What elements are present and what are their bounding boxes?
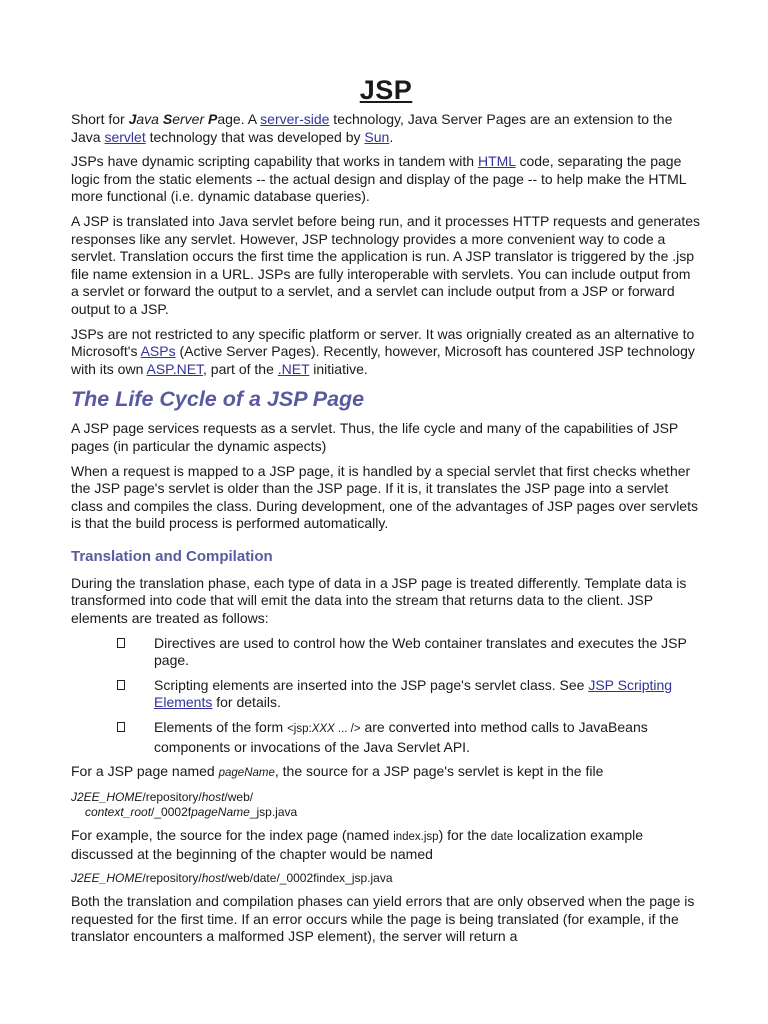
translation-paragraph-4: Both the translation and compilation phases can yield errors that are only observed when the page is requested for the first time. If an error occurs while the page is being translated (for example, if the translator encounters a malformed JSP element), the server will return a [71,893,695,945]
index-source-path: J2EE_HOME/repository/host/web/date/_0002findex_jsp.java [71,871,393,885]
intro-paragraph-1: Short for Java Server Page. A server-side technology, Java Server Pages are an extension to the Java servlet technology that was developed by Sun. [71,111,673,145]
link-servlet[interactable]: servlet [104,128,146,145]
lifecycle-heading: The Life Cycle of a JSP Page [71,387,365,412]
lifecycle-paragraph-2: When a request is mapped to a JSP page, it is handled by a special servlet that first checks whether the JSP page's servlet is older than the JSP page. If it is, it translates the JSP page into a servlet class and compiles the class. During development, one of the advantages of JSP pages over servlets is that the build process is performed automatically. [71,462,698,532]
square-bullet-icon [117,722,125,732]
intro-paragraph-3: A JSP is translated into Java servlet before being run, and it processes HTTP requests and generates responses like any servlet. However, JSP technology provides a more convenient way to code a servlet. Translation occurs the first time the application is run. A JSP translator is triggered by the .jsp file name extension in a URL. JSPs are fully interoperable with servlets. You can include output from a servlet or forward the output to a servlet, and a servlet can include output from a JSP or forward output to a JSP. [71,212,701,317]
link-asp-net[interactable]: ASP.NET [146,360,204,377]
link-html[interactable]: HTML [477,153,516,170]
translation-paragraph-2: For a JSP page named pageName, the source for a JSP page's servlet is kept in the file [71,763,604,780]
link-jsp-scripting-elements[interactable]: JSP Scripting Elements [154,676,673,711]
list-item: Elements of the form <jsp:XXX ... /> are converted into method calls to JavaBeans components or invocations of the Java Servlet API. [117,719,701,756]
lifecycle-paragraph-1: A JSP page services requests as a servlet. Thus, the life cycle and many of the capabilities of JSP pages (in particular the dynamic aspects) [71,420,678,454]
link-sun[interactable]: Sun [364,128,390,145]
servlet-source-path: J2EE_HOME/repository/host/web/ context_root/_0002fpageName_jsp.java [71,789,298,819]
intro-paragraph-4: JSPs are not restricted to any specific platform or server. It was orignially created as an alternative to Microsoft's ASPs (Active Server Pages). Recently, however, Microsoft has countered JSP technology with its own ASP.NET, part of the .NET initiative. [71,325,695,377]
square-bullet-icon [117,638,125,648]
intro-paragraph-2: JSPs have dynamic scripting capability that works in tandem with HTML code, separating the page logic from the static elements -- the actual design and display of the page -- to help make the HTML more functional (i.e. dynamic database queries). [71,153,687,205]
link-asps[interactable]: ASPs [140,343,176,360]
link-dot-net[interactable]: .NET [277,360,310,377]
document-page [71,74,701,953]
page-title: JSP [359,75,413,105]
link-server-side[interactable]: server-side [260,111,330,127]
translation-paragraph-1: During the translation phase, each type of data in a JSP page is treated differently. Template data is transformed into code that will emit the data into the stream that returns data to the client. JSP elements are treated as follows: [71,574,687,627]
translation-heading: Translation and Compilation [71,547,273,565]
translation-paragraph-3: For example, the source for the index page (named index.jsp) for the date localization example discussed at the beginning of the chapter would be named [71,826,644,863]
list-item: Directives are used to control how the Web container translates and executes the JSP page. [117,635,701,670]
list-item: Scripting elements are inserted into the JSP page's servlet class. See JSP Scripting Elements for details. [117,677,701,712]
square-bullet-icon [117,680,125,690]
